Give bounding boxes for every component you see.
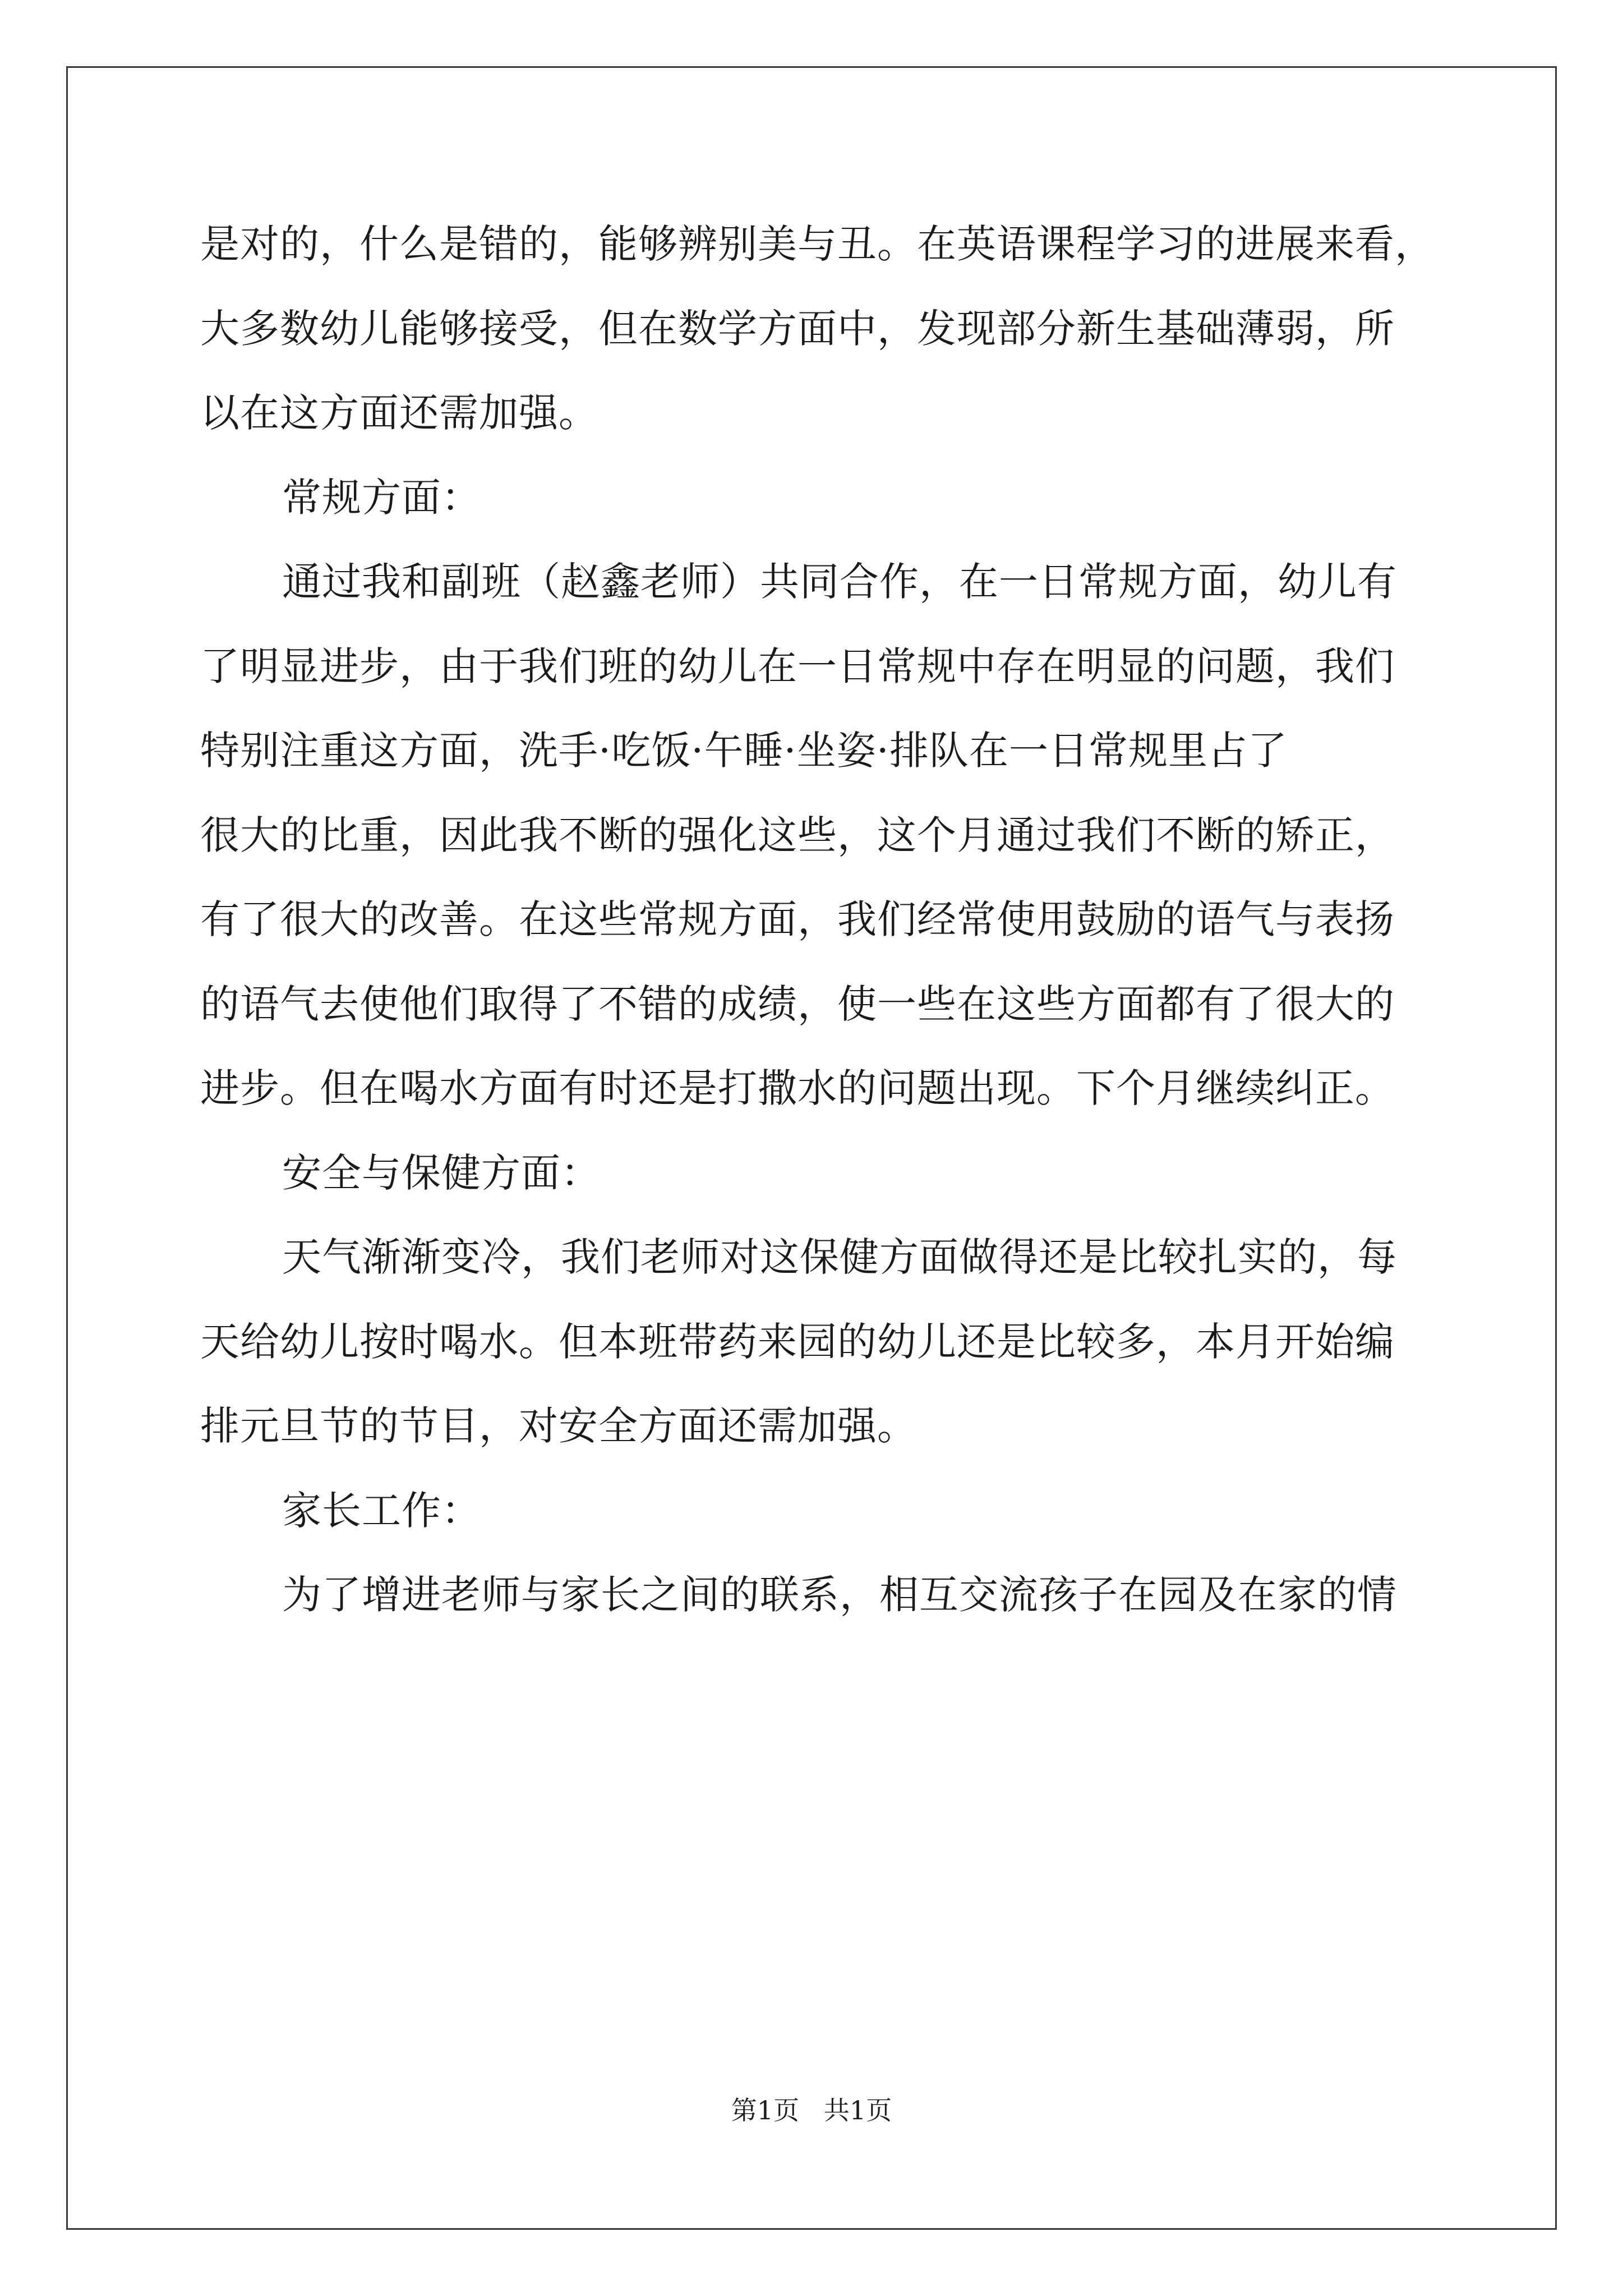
body-line-10: 的语气去使他们取得了不错的成绩，使一些在这些方面都有了很大的 bbox=[200, 981, 1395, 1027]
section-heading-parents: 家长工作： bbox=[282, 1488, 481, 1534]
body-line-15: 排元旦节的节目，对安全方面还需加强。 bbox=[200, 1403, 917, 1449]
section-heading-safety: 安全与保健方面： bbox=[282, 1150, 601, 1196]
body-line-1: 是对的，什么是错的，能够辨别美与丑。在英语课程学习的进展来看， bbox=[200, 221, 1435, 267]
body-line-9: 有了很大的改善。在这些常规方面，我们经常使用鼓励的语气与表扬 bbox=[200, 896, 1395, 942]
body-line-17: 为了增进老师与家长之间的联系，相互交流孩子在园及在家的情 bbox=[282, 1572, 1397, 1618]
section-heading-routine: 常规方面： bbox=[282, 475, 481, 521]
body-line-7: 特别注重这方面，洗手·吃饭·午睡·坐姿·排队在一日常规里占了 bbox=[200, 728, 1288, 774]
body-line-5: 通过我和副班（赵鑫老师）共同合作，在一日常规方面，幼儿有 bbox=[282, 559, 1397, 605]
body-line-6: 了明显进步，由于我们班的幼儿在一日常规中存在明显的问题，我们 bbox=[200, 643, 1395, 689]
body-line-8: 很大的比重，因此我不断的强化这些，这个月通过我们不断的矫正， bbox=[200, 812, 1395, 858]
body-line-13: 天气渐渐变冷，我们老师对这保健方面做得还是比较扎实的，每 bbox=[282, 1234, 1397, 1280]
body-line-14: 天给幼儿按时喝水。但本班带药来园的幼儿还是比较多，本月开始编 bbox=[200, 1319, 1395, 1365]
body-line-2: 大多数幼儿能够接受，但在数学方面中，发现部分新生基础薄弱，所 bbox=[200, 306, 1395, 352]
body-line-3: 以在这方面还需加强。 bbox=[200, 390, 598, 436]
page-footer: 第1页 共1页 bbox=[731, 2095, 892, 2125]
body-line-11: 进步。但在喝水方面有时还是打撒水的问题出现。下个月继续纠正。 bbox=[200, 1065, 1395, 1111]
